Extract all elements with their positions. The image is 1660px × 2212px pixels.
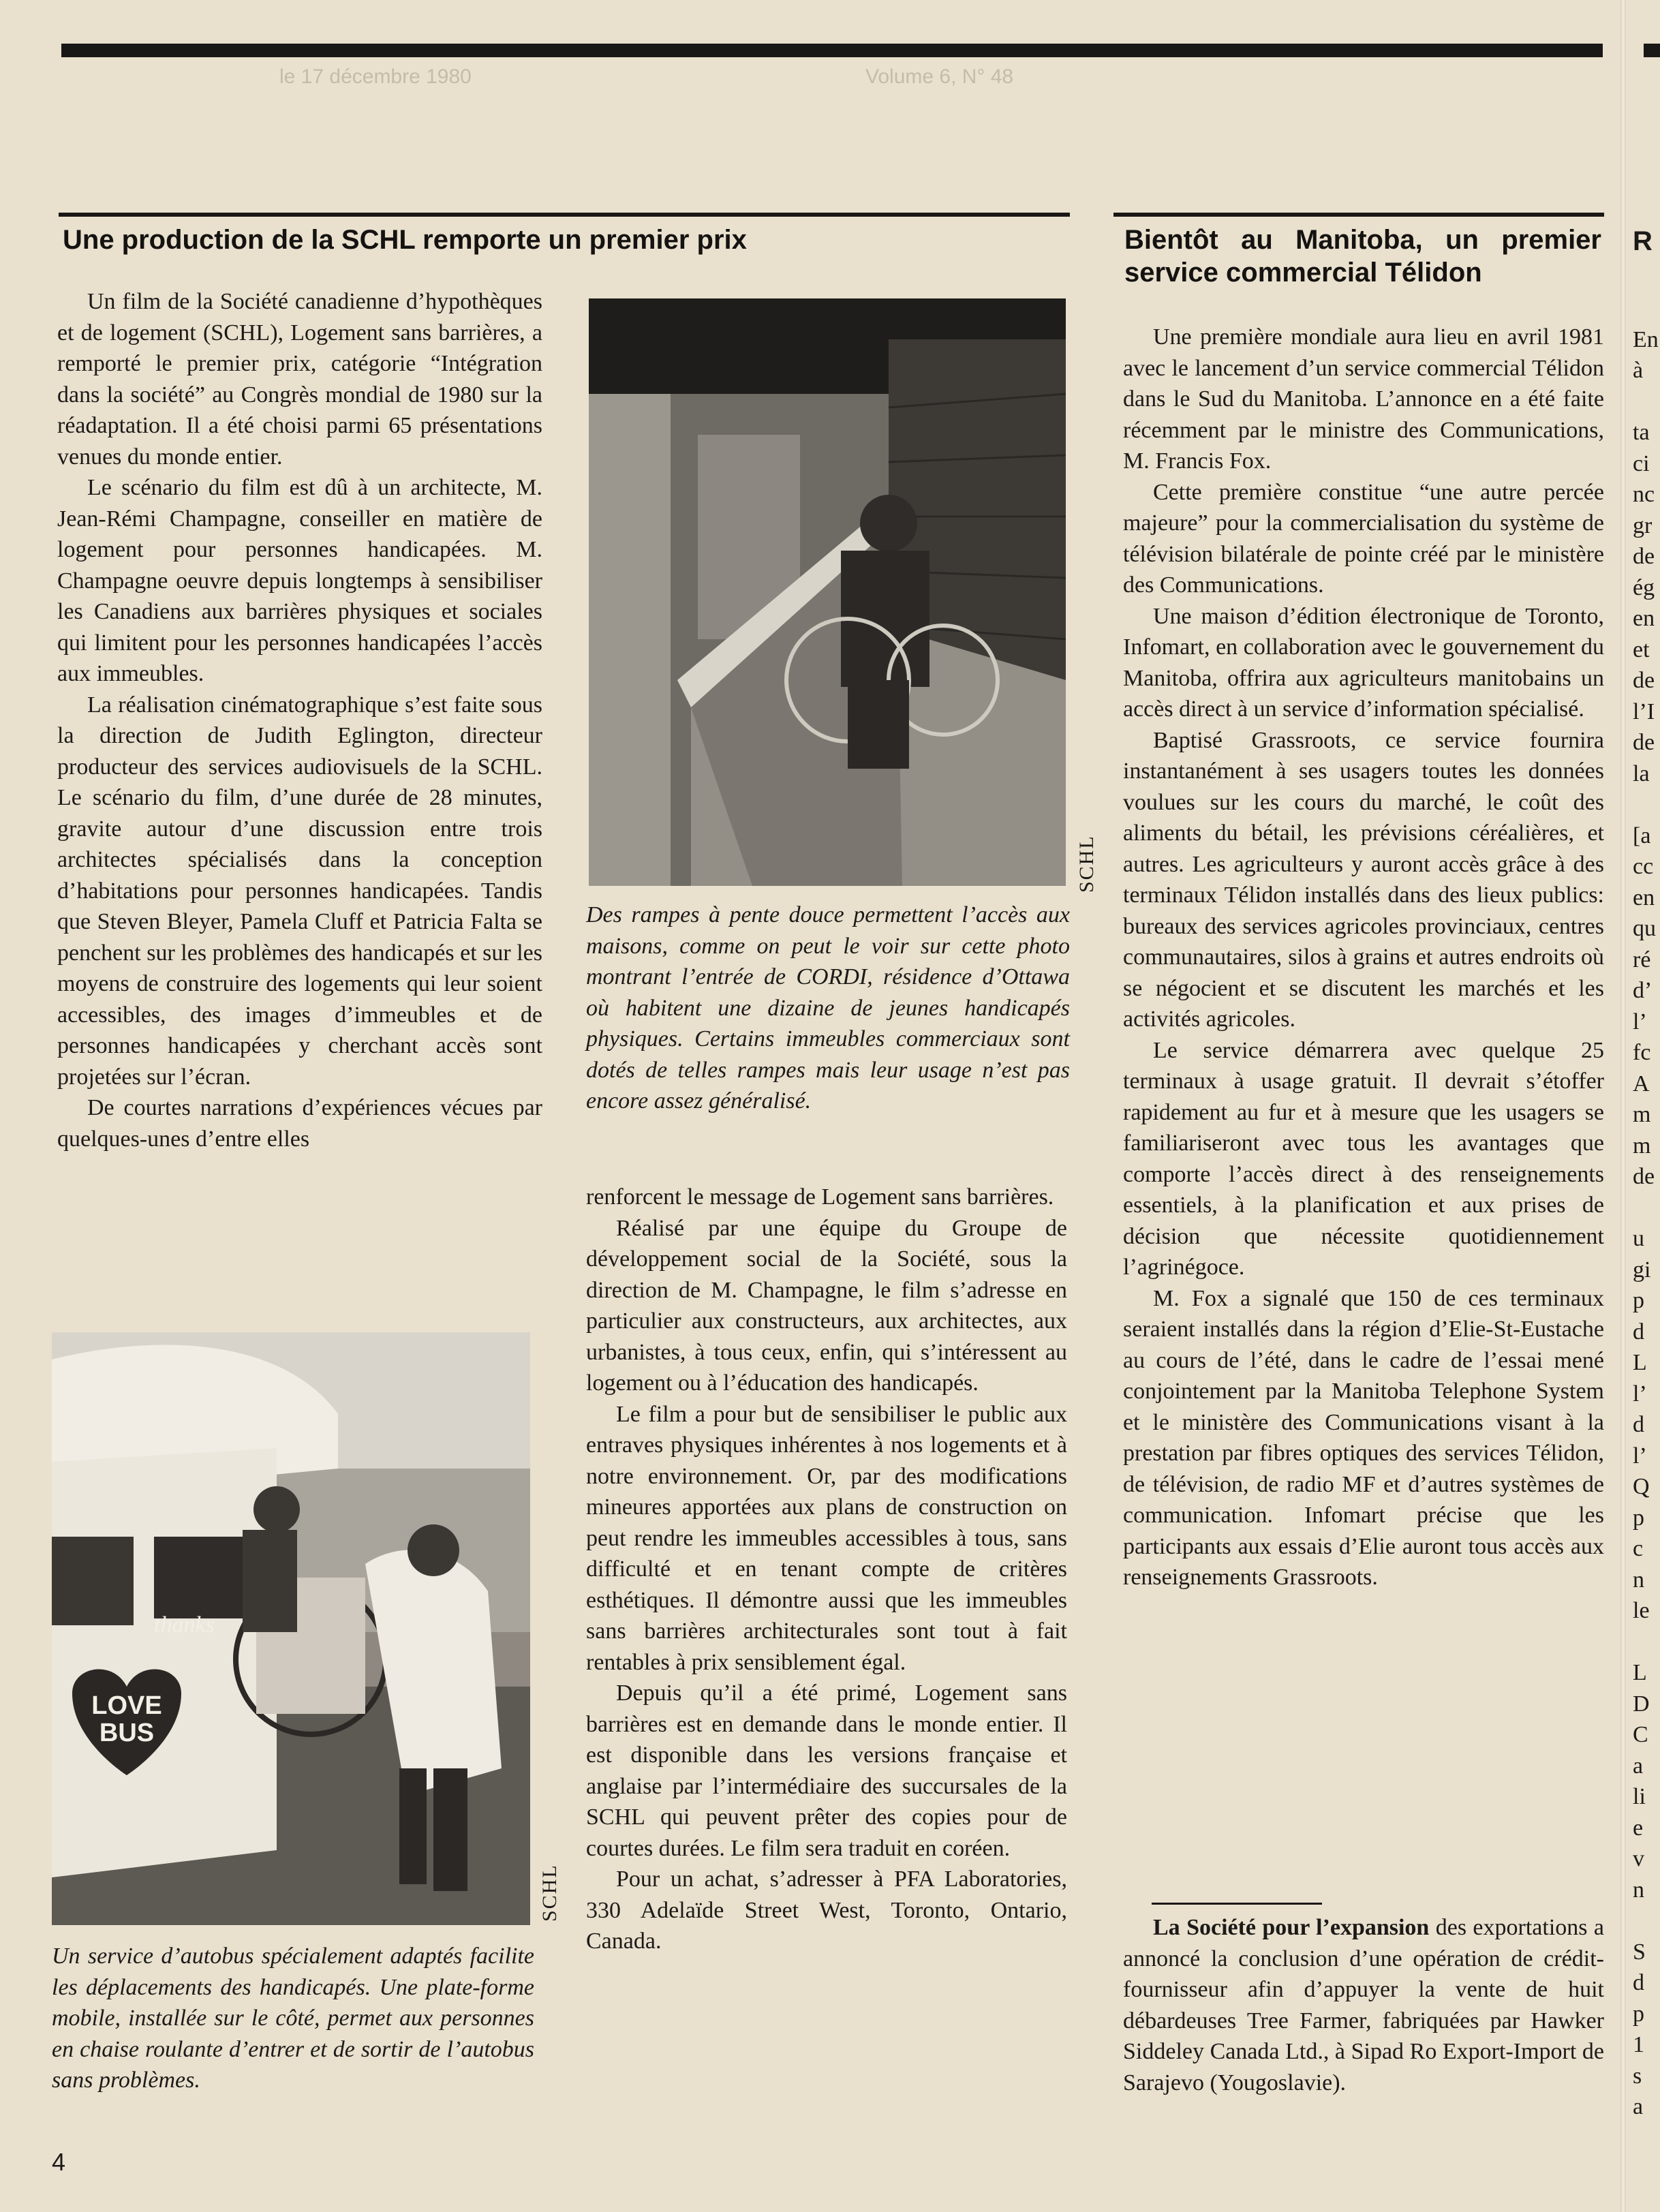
edge-fragment: en [1633, 885, 1655, 910]
article1-col1-paragraph: Le scénario du film est dû à un architecte, M. Jean-Rémi Champagne, conseiller en matière de logement pour personnes handicapées. M. Champagne oeuvre depuis longtemps à sensibiliser les Canadiens aux barrières physiques et sociales qui limitent pour les personnes handicapées l’accès aux immeubles. [57, 475, 542, 686]
article1-column2 [586, 1182, 1067, 1957]
edge-fragment: u [1633, 1226, 1644, 1251]
article1-top-rule [59, 213, 1070, 217]
article3-text: des exportations a annoncé la conclusion d’une opération de crédit-fournisseur afin d’appuyer la vente de huit débardeuses Tree Farmer, fabriquées par Hawker Siddeley Canada Ltd., à Sipad Ro Export-Import de Sarajevo (Yougoslavie). [1123, 1915, 1604, 2095]
article2-paragraph: Cette première constitue “une autre percée majeure” pour la commercialisation du système de télévision bilatérale de pointe créé par le ministère des Communications. [1123, 479, 1604, 598]
article1-col1-paragraph: Un film de la Société canadienne d’hypothèques et de logement (SCHL), Logement sans barrières, a remporté le premier prix, catégorie “Intégration dans la société” au Congrès mondial de 1980 sur la réadaptation. Il a été choisi parmi 65 présentations venues du monde entier. [57, 289, 542, 470]
photo-ramp-image [589, 298, 1066, 886]
bus-bus-text: BUS [99, 1719, 155, 1747]
edge-fragment: 1 [1633, 2032, 1644, 2057]
bleed-through-volume: Volume 6, N° 48 [865, 65, 1014, 88]
article2-paragraph: Le service démarrera avec quelque 25 terminaux à usage gratuit. Il devrait s’étoffer rapidement au fur et à mesure que les usagers se familiariseront avec tous les avantages que comporte l’accès direct à des renseignements essentiels, à la planification et aux prises de décision que nécessite quotidiennement l’agrinégoce. [1123, 1037, 1604, 1280]
edge-fragment: n [1633, 1877, 1644, 1903]
edge-fragment: de [1633, 1164, 1655, 1189]
edge-fragment: en [1633, 606, 1655, 631]
article3-separator [1152, 1903, 1322, 1905]
edge-fragment: Q [1633, 1474, 1650, 1499]
edge-fragment: l’ [1633, 1381, 1647, 1407]
edge-fragment: p [1633, 1505, 1644, 1531]
edge-fragment: ré [1633, 947, 1651, 972]
photo2-credit: SCHL [538, 1864, 561, 1922]
edge-fragment: n [1633, 1567, 1644, 1593]
photo-love-bus [52, 1332, 530, 1925]
edge-fragment: nc [1633, 482, 1655, 507]
edge-fragment: de [1633, 668, 1655, 693]
edge-fragment: e [1633, 1815, 1644, 1841]
edge-fragment [1633, 293, 1659, 324]
edge-fragment: En [1633, 326, 1659, 352]
top-rule-next-page [1644, 44, 1660, 57]
edge-fragment: d [1633, 1970, 1644, 1995]
edge-fragment: a [1633, 2094, 1644, 2119]
edge-fragment: ta [1633, 420, 1650, 445]
article1-col1-paragraph: La réalisation cinématographique s’est faite sous la direction de Judith Eglington, directeur producteur des services audiovisuels de la SCHL. Le scénario du film, d’une durée de 28 minutes, gravite autour d’une discussion entre trois architectes spécialisés dans la conception d’habitations pour personnes handicapées. Tandis que Steven Bleyer, Pamela Cluff et Patricia Falta se penchent sur les problèmes des handicapés et sur les moyens de construire des logements qui leur soient accessibles, des images d’immeubles et de personnes handicapées y cherchant accès sont projetées sur l’écran. [57, 692, 542, 1090]
edge-fragment: s [1633, 2063, 1642, 2089]
article1-col2-paragraph: Pour un achat, s’adresser à PFA Laboratories, 330 Adelaïde Street West, Toronto, Ontario, Canada. [586, 1867, 1067, 1954]
article2-paragraph: Baptisé Grassroots, ce service fournira instantanément à ses usagers toutes les données voulues sur les cours du marché, le coût des aliments du bétail, les prévisions céréalières, et autres. Les agriculteurs y auront accès grâce à des terminaux Télidon installés dans des lieux publics: bureaux des services agricoles provinciaux, centres communautaires, silos à grains et autres endroits où se négocient et se discutent les marchés et les activités agricoles. [1123, 727, 1604, 1032]
edge-fragment: m [1633, 1133, 1651, 1158]
article1-column1 [57, 286, 542, 1154]
article2-paragraph: Une première mondiale aura lieu en avril 1981 avec le lancement d’un service commercial Télidon dans le Sud du Manitoba. L’annonce en a été faite récemment par le ministre des Communications, M. Francis Fox. [1123, 324, 1604, 474]
edge-fragment: cc [1633, 854, 1654, 879]
article2-paragraph: M. Fox a signalé que 150 de ces terminaux seraient installés dans la région d’Elie-St-Eustache au cours de l’été, dans le cadre de l’essai mené conjointement par la Manitoba Telephone System et le ministère des Communications visant à la prestation par fibres optiques des services Télidon, de télévision, de radio MF et d’autres systèmes de communication. Infomart précise que les participants aux essais d’Elie auront tous accès aux renseignements Grassroots. [1123, 1285, 1604, 1590]
article3-lead: La Société pour l’expansion [1153, 1915, 1430, 1940]
edge-fragment: li [1633, 1784, 1646, 1809]
edge-fragment: à [1633, 358, 1644, 383]
edge-fragment: d [1633, 1412, 1644, 1437]
edge-fragment: L [1633, 1350, 1647, 1375]
edge-fragment: a [1633, 1753, 1644, 1779]
edge-fragment [1633, 1193, 1659, 1224]
article1-col2-paragraph: renforcent le message de Logement sans barrières. [586, 1184, 1054, 1210]
edge-fragment: et [1633, 636, 1650, 662]
edge-fragment: gi [1633, 1257, 1651, 1282]
article2-column [1123, 322, 1604, 1593]
edge-fragment [1633, 789, 1659, 820]
article1-title: Une production de la SCHL remporte un premier prix [63, 225, 747, 255]
edge-fragment: gr [1633, 512, 1653, 538]
bus-love-text: LOVE [91, 1691, 162, 1720]
edge-fragment: qu [1633, 916, 1656, 941]
photo-love-bus-image [52, 1332, 530, 1925]
edge-fragment: le [1633, 1598, 1650, 1623]
edge-fragment: v [1633, 1846, 1644, 1871]
edge-fragment: D [1633, 1691, 1650, 1717]
next-page-text-fragments [1633, 293, 1659, 2123]
photo-ramp [589, 298, 1066, 886]
edge-fragment: m [1633, 1102, 1651, 1127]
article1-col2-paragraph: Réalisé par une équipe du Groupe de développement social de la Société, sous la direction de M. Champagne, le film s’adresse en particulier aux constructeurs, aux architectes, aux urbanistes, à tous ceux, enfin, qui s’intéressent au logement ou à l’éducation des handicapés. [586, 1215, 1067, 1396]
edge-fragment: ég [1633, 574, 1655, 600]
edge-fragment: l’ [1633, 1443, 1647, 1469]
bus-thanks-text: thanks [154, 1612, 215, 1638]
edge-fragment: S [1633, 1939, 1646, 1965]
page-number: 4 [52, 2148, 66, 2176]
article1-col2-paragraph: Depuis qu’il a été primé, Logement sans barrières est en demande dans le monde entier. Il est disponible dans les versions française et anglaise par l’intermédiaire des succursales de la SCHL qui peuvent prêter des copies pour de courtes durées. Le film sera traduit en coréen. [586, 1680, 1067, 1861]
top-rule [61, 44, 1603, 57]
edge-fragment: d’ [1633, 978, 1653, 1003]
article2-title: Bientôt au Manitoba, un premier service commercial Télidon [1124, 225, 1601, 288]
next-page-heading-fragment: R [1633, 226, 1653, 256]
article2-top-rule [1113, 213, 1604, 217]
photo1-credit: SCHL [1075, 835, 1098, 893]
edge-fragment: [a [1633, 823, 1651, 848]
next-page-edge [1629, 68, 1660, 2212]
photo1-caption: Des rampes à pente douce permettent l’accès aux maisons, comme on peut le voir sur cette photo montrant l’entrée de CORDI, résidence d’Ottawa où habitent une dizaine de jeunes handicapés physiques. Certains immeubles commerciaux sont dotés de telles rampes mais leur usage n’est pas encore assez généralisé. [586, 902, 1070, 1113]
edge-fragment [1633, 1627, 1659, 1658]
article2-paragraph: Une maison d’édition électronique de Toronto, Infomart, en collaboration avec le gouvernement du Manitoba, offrira aux agriculteurs manitobains un accès direct à un service d’information spécialisé. [1123, 603, 1604, 722]
edge-fragment: C [1633, 1722, 1648, 1747]
edge-fragment: p [1633, 1288, 1644, 1313]
edge-fragment: de [1633, 730, 1655, 755]
page-gutter [1620, 0, 1626, 2212]
edge-fragment: ci [1633, 450, 1650, 476]
article3-column [1123, 1912, 1604, 2098]
bleed-through-date: le 17 décembre 1980 [279, 65, 472, 88]
edge-fragment [1633, 386, 1659, 418]
edge-fragment: L [1633, 1660, 1647, 1685]
edge-fragment: c [1633, 1536, 1644, 1561]
edge-fragment: d [1633, 1319, 1644, 1345]
article1-col2-paragraph: Le film a pour but de sensibiliser le public aux entraves physiques inhérentes à nos logements et à notre environnement. Or, par des modifications mineures apportées aux plans de construction on peut rendre les immeubles accessibles à tous, sans difficulté et en tenant compte de critères esthétiques. Il démontre aussi que les immeubles sans barrières architecturales sont tout à fait rentables à prix sensiblement égal. [586, 1401, 1067, 1675]
edge-fragment: l’I [1633, 698, 1655, 724]
edge-fragment: la [1633, 761, 1650, 786]
photo2-caption: Un service d’autobus spécialement adaptés facilite les déplacements des handicapés. Une plate-forme mobile, installée sur le côté, permet aux personnes en chaise roulante d’entrer et de sortir de l’autobus sans problèmes. [52, 1944, 534, 2093]
edge-fragment: fc [1633, 1040, 1651, 1065]
edge-fragment: p [1633, 2001, 1644, 2027]
edge-fragment: l’ [1633, 1009, 1647, 1034]
edge-fragment: A [1633, 1071, 1650, 1096]
article1-col1-paragraph: De courtes narrations d’expériences vécues par quelques-unes d’entre elles [57, 1095, 542, 1152]
edge-fragment: de [1633, 544, 1655, 569]
edge-fragment [1633, 1905, 1659, 1937]
